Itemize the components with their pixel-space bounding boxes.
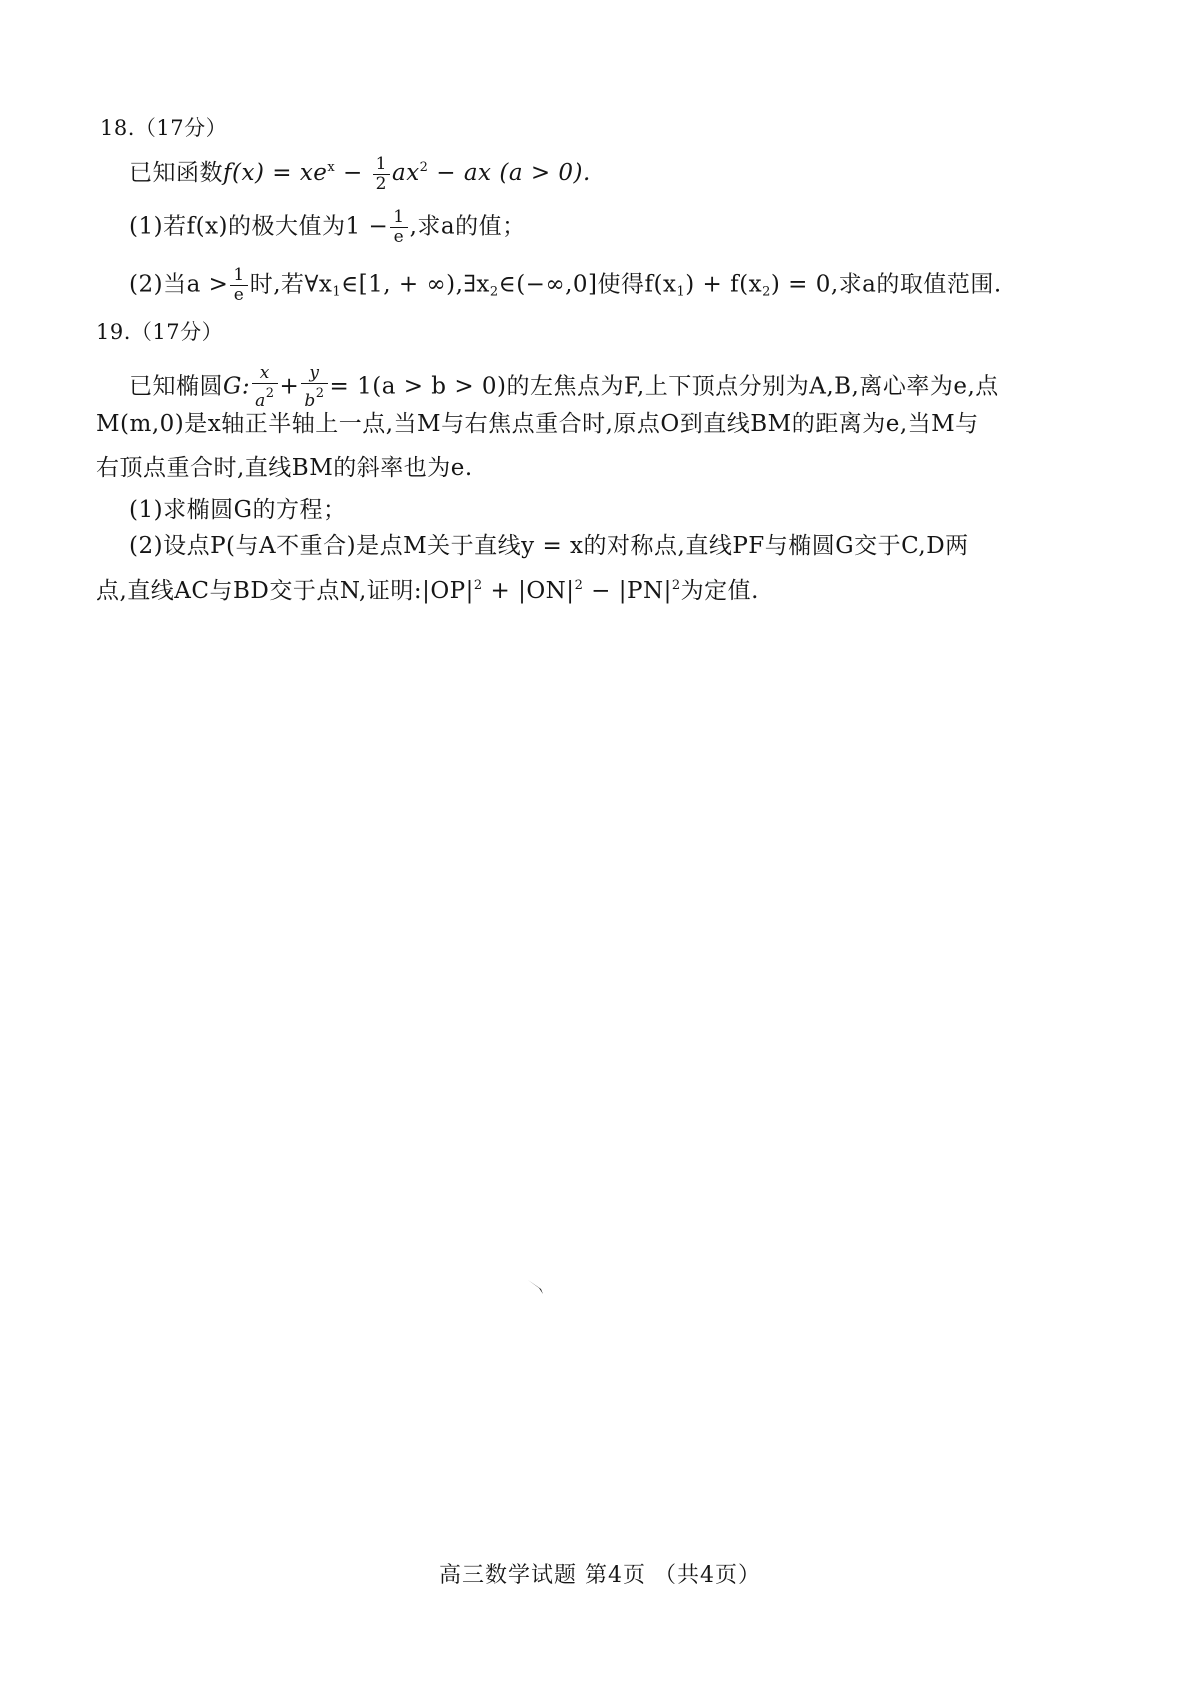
q19-ellipse-name: G: — [223, 373, 251, 400]
q19-part2-line1: (2)设点P(与A不重合)是点M关于直线y = x的对称点,直线PF与椭圆G交于C,D两 — [129, 533, 969, 559]
q18-stem-minus: − — [335, 160, 371, 186]
q18-stem-expr: f(x) = xe — [223, 160, 328, 186]
q18-part2-before: (2)当a > — [129, 271, 229, 298]
q18-part2-mid2: ∈[1, + ∞),∃x — [341, 271, 490, 298]
q18-part1-after: ,求a的值； — [409, 213, 526, 240]
q19-part2-before: 点,直线AC与BD交于点N,证明:|OP| — [96, 578, 474, 604]
q18-part2 — [129, 266, 1002, 309]
q18-stem-fraction — [373, 155, 390, 194]
q18-part2-after: ) = 0,求a的取值范围. — [770, 271, 1002, 298]
superscript: 2 — [574, 578, 584, 593]
q19-stem-prefix: 已知椭圆 — [129, 373, 223, 400]
fraction-denominator: e — [233, 285, 245, 305]
fraction-numerator: 1 — [390, 208, 407, 228]
q19-part2-mid2: − |PN| — [583, 578, 672, 604]
q19-stem-after: = 1(a > b > 0)的左焦点为F,上下顶点分别为A,B,离心率为e,点 — [329, 373, 999, 400]
fraction-denominator — [252, 384, 277, 411]
superscript: 2 — [671, 578, 681, 593]
q19-part1: (1)求椭圆G的方程； — [129, 497, 347, 523]
denominator-base: a — [255, 391, 266, 411]
q18-stem-tail: − ax (a > 0). — [428, 160, 591, 186]
q18-part2-fraction — [230, 266, 247, 305]
q18-part2-mid3: ∈(−∞,0]使得f(x — [498, 271, 677, 298]
q18-stem-square: 2 — [419, 160, 429, 175]
q19-fraction-y — [301, 364, 327, 411]
subscript: 2 — [762, 284, 771, 300]
pen-stroke-mark — [527, 1279, 545, 1295]
denominator-exponent: 2 — [265, 386, 275, 401]
fraction-numerator: x — [252, 364, 277, 384]
denominator-base: b — [304, 391, 316, 411]
q19-stem-line3: 右顶点重合时,直线BM的斜率也为e. — [96, 455, 473, 481]
fraction-numerator: y — [301, 364, 327, 384]
q19-stem-line2: M(m,0)是x轴正半轴上一点,当M与右焦点重合时,原点O到直线BM的距离为e,当M与 — [96, 411, 979, 437]
subscript: 2 — [489, 284, 499, 300]
q18-part1-before: (1)若f(x)的极大值为1 − — [129, 213, 389, 240]
superscript: 2 — [473, 578, 483, 593]
fraction-numerator: 1 — [230, 266, 247, 286]
q19-fraction-x — [252, 364, 277, 411]
q19-header: 19.（17分） — [96, 320, 224, 344]
q18-part2-mid1: 时,若∀x — [249, 271, 333, 298]
q18-part1 — [129, 208, 526, 247]
q18-stem-ax: ax — [391, 160, 420, 186]
fraction-numerator: 1 — [373, 155, 390, 175]
q18-header: 18.（17分） — [100, 116, 228, 140]
fraction-denominator: e — [393, 227, 405, 247]
q19-part2-after: 为定值. — [680, 578, 759, 604]
q19-stem-line1 — [129, 364, 999, 411]
page-footer: 高三数学试题 第4页 （共4页） — [439, 1563, 761, 1588]
q18-stem-exp: x — [327, 160, 336, 175]
denominator-exponent: 2 — [315, 386, 325, 401]
q19-part2-line2 — [96, 570, 759, 607]
q19-plus: + — [279, 373, 300, 400]
q18-part2-mid4: ) + f(x — [685, 271, 763, 298]
q18-part1-fraction — [390, 208, 407, 247]
q19-part2-mid1: + |ON| — [482, 578, 575, 604]
fraction-denominator: 2 — [375, 173, 387, 194]
q18-stem-prefix: 已知函数 — [129, 160, 223, 186]
q18-stem — [129, 152, 591, 194]
subscript: 1 — [332, 284, 342, 300]
subscript: 1 — [676, 284, 686, 300]
fraction-denominator — [301, 384, 327, 411]
